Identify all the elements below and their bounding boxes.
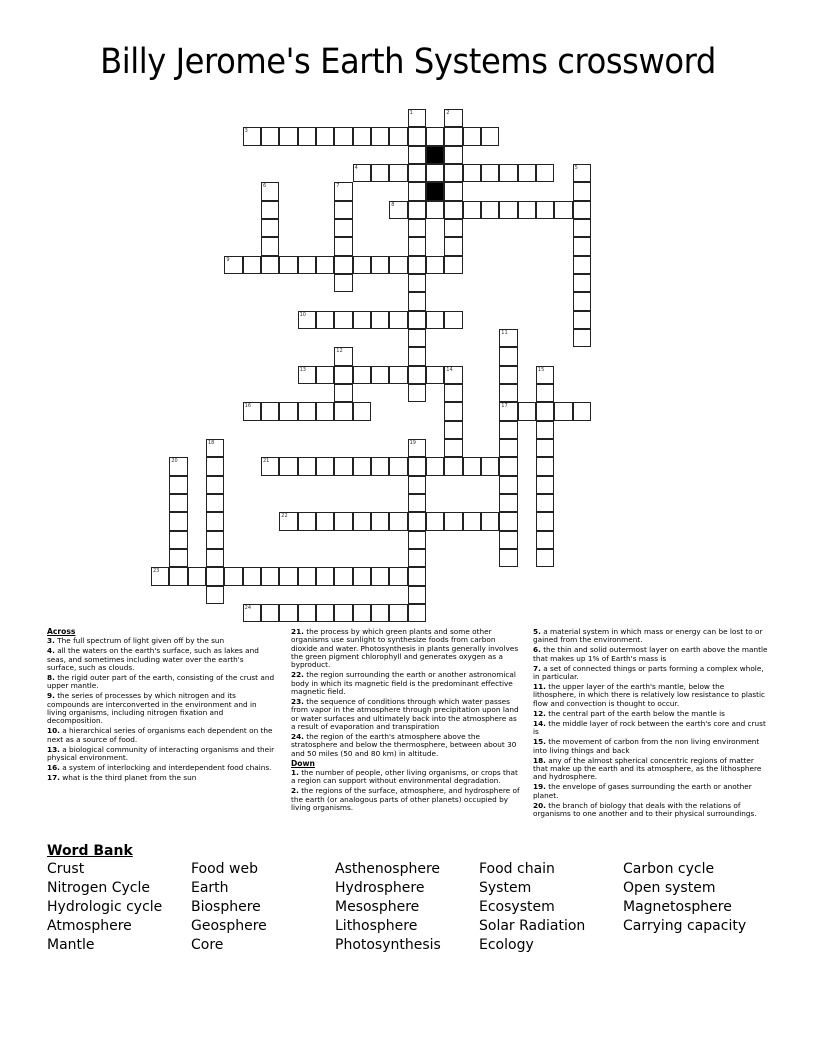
grid-cell[interactable] <box>224 567 242 585</box>
word-bank-item: Ecology <box>479 937 534 953</box>
grid-cell[interactable] <box>169 512 187 530</box>
grid-cell[interactable] <box>481 201 499 219</box>
grid-cell[interactable] <box>408 586 426 604</box>
grid-cell[interactable] <box>518 164 536 182</box>
grid-cell[interactable] <box>499 512 517 530</box>
page-title: Billy Jerome's Earth Systems crossword <box>100 42 716 82</box>
grid-cell[interactable] <box>334 219 352 237</box>
grid-cell[interactable] <box>206 567 224 585</box>
clue-across-10: 10. a hierarchical series of organisms each dependent on the next as a source of food. <box>47 726 273 744</box>
clues-column-2 <box>291 628 523 814</box>
grid-cell[interactable] <box>334 182 352 200</box>
grid-cell[interactable] <box>444 182 462 200</box>
grid-cell[interactable] <box>389 127 407 145</box>
grid-cell[interactable] <box>536 531 554 549</box>
grid-cell[interactable] <box>206 549 224 567</box>
word-bank-item: Biosphere <box>191 899 261 915</box>
grid-cell[interactable] <box>444 201 462 219</box>
word-bank <box>47 843 787 955</box>
grid-cell[interactable] <box>261 567 279 585</box>
clue-across-16: 16. a system of interlocking and interdependent food chains. <box>47 763 272 773</box>
grid-cell[interactable] <box>536 512 554 530</box>
grid-cell[interactable] <box>353 256 371 274</box>
word-bank-item: Hydrologic cycle <box>47 899 163 915</box>
word-bank-title: Word Bank <box>47 843 133 859</box>
grid-cell[interactable] <box>371 604 389 622</box>
grid-cell[interactable] <box>536 402 554 420</box>
grid-cell[interactable] <box>371 127 389 145</box>
word-bank-item: Earth <box>191 880 229 896</box>
clue-number: 20 <box>171 458 178 465</box>
clue-number: 9 <box>226 256 230 263</box>
grid-cell[interactable] <box>426 512 444 530</box>
grid-cell[interactable] <box>334 256 352 274</box>
grid-cell[interactable] <box>298 127 316 145</box>
grid-cell[interactable] <box>353 127 371 145</box>
word-bank-item: Carrying capacity <box>623 918 747 934</box>
grid-cell[interactable] <box>573 274 591 292</box>
clue-across-9: 9. the series of processes by which nitrogen and its compounds are interconverted in the environment and in living organisms, including nitrogen fixation and decomposition. <box>47 691 257 726</box>
grid-cell[interactable] <box>334 402 352 420</box>
clue-number: 22 <box>281 513 288 520</box>
grid-cell[interactable] <box>499 457 517 475</box>
grid-cell[interactable] <box>499 384 517 402</box>
clue-number: 3 <box>244 128 248 135</box>
grid-cell[interactable] <box>499 402 517 420</box>
grid-cell[interactable] <box>389 311 407 329</box>
clues-column-1 <box>47 628 275 784</box>
grid-cell[interactable] <box>408 347 426 365</box>
clue-number: 8 <box>391 201 395 208</box>
grid-cell[interactable] <box>389 164 407 182</box>
clue-number: 17 <box>501 403 508 410</box>
grid-cell[interactable] <box>389 567 407 585</box>
grid-cell[interactable] <box>408 201 426 219</box>
down-heading: Down <box>291 758 315 768</box>
grid-cell[interactable] <box>463 127 481 145</box>
grid-cell[interactable] <box>298 457 316 475</box>
grid-cell[interactable] <box>389 201 407 219</box>
grid-cell[interactable] <box>499 476 517 494</box>
grid-cell[interactable] <box>463 512 481 530</box>
clue-number: 15 <box>537 366 545 373</box>
word-bank-item: Mantle <box>47 937 95 953</box>
grid-cell[interactable] <box>334 127 352 145</box>
clue-down-1: 1. the number of people, other living organisms, or crops that a region can support without environmental degradation. <box>291 767 518 786</box>
grid-cell[interactable] <box>169 494 187 512</box>
word-bank-item: System <box>479 880 532 896</box>
across-heading: Across <box>47 627 76 636</box>
clue-number: 23 <box>153 568 160 575</box>
grid-cell[interactable] <box>334 366 352 384</box>
grid-cell[interactable] <box>389 256 407 274</box>
grid-cell[interactable] <box>499 494 517 512</box>
grid-cell[interactable] <box>408 366 426 384</box>
word-bank-item: Asthenosphere <box>335 861 441 877</box>
grid-cell[interactable] <box>536 384 554 402</box>
grid-cell[interactable] <box>573 201 591 219</box>
grid-cell[interactable] <box>408 531 426 549</box>
grid-cell[interactable] <box>408 127 426 145</box>
grid-cell[interactable] <box>536 439 554 457</box>
grid-cell[interactable] <box>353 164 371 182</box>
grid-cell[interactable] <box>426 256 444 274</box>
grid-cell[interactable] <box>334 347 352 365</box>
grid-cell[interactable] <box>353 604 371 622</box>
clue-number: 13 <box>299 366 306 373</box>
grid-cell[interactable] <box>316 127 334 145</box>
clue-across-17: 17. what is the third planet from the sun <box>47 773 197 783</box>
grid-cell[interactable] <box>206 476 224 494</box>
clue-down-2: 2. the regions of the surface, atmosphere, and hydrosphere of the earth (or analogous parts of other planets) occupied by living organisms. <box>291 786 520 812</box>
grid-cell[interactable] <box>389 604 407 622</box>
word-bank-item: Solar Radiation <box>479 918 586 934</box>
grid-cell[interactable] <box>481 164 499 182</box>
grid-cell[interactable] <box>536 494 554 512</box>
grid-cell[interactable] <box>353 311 371 329</box>
grid-cell[interactable] <box>499 347 517 365</box>
grid-cell[interactable] <box>371 311 389 329</box>
grid-cell[interactable] <box>206 494 224 512</box>
grid-cell[interactable] <box>353 567 371 585</box>
grid-cell[interactable] <box>169 567 187 585</box>
grid-cell[interactable] <box>298 604 316 622</box>
grid-cell[interactable] <box>408 146 426 164</box>
clue-number: 18 <box>207 439 215 446</box>
clue-number: 21 <box>262 458 270 465</box>
clue-number: 6 <box>262 183 267 190</box>
word-bank-item: Lithosphere <box>335 918 418 934</box>
grid-cell[interactable] <box>408 274 426 292</box>
clue-down-20: 20. the branch of biology that deals with the relations of organisms to one another and to their physical surroundings. <box>533 800 757 819</box>
grid-cell[interactable] <box>298 366 316 384</box>
clue-across-4: 4. all the waters on the earth's surface, such as lakes and seas, and sometimes including water over the earth's surface, such as clouds. <box>47 646 259 672</box>
grid-cell[interactable] <box>444 311 462 329</box>
clue-number: 4 <box>354 164 358 171</box>
grid-cell[interactable] <box>371 256 389 274</box>
grid-cell[interactable] <box>554 201 572 219</box>
grid-cell[interactable] <box>481 127 499 145</box>
grid-cell[interactable] <box>243 127 261 145</box>
grid-cell[interactable] <box>298 311 316 329</box>
clue-down-18: 18. any of the almost spherical concentric regions of matter that make up the earth and its atmosphere, as the lithosphere and hydrosphere. <box>533 755 762 782</box>
grid-cell[interactable] <box>408 476 426 494</box>
grid-cell[interactable] <box>408 237 426 255</box>
grid-cell[interactable] <box>444 384 462 402</box>
grid-cell[interactable] <box>408 311 426 329</box>
grid-cell[interactable] <box>408 494 426 512</box>
grid-cell[interactable] <box>206 457 224 475</box>
grid-cell[interactable] <box>408 512 426 530</box>
grid-cell[interactable] <box>426 366 444 384</box>
grid-cell[interactable] <box>353 402 371 420</box>
grid-cell[interactable] <box>518 201 536 219</box>
grid-cell[interactable] <box>573 182 591 200</box>
clue-across-3: 3. The full spectrum of light given off by the sun <box>47 636 225 646</box>
clue-number: 14 <box>446 366 453 373</box>
word-bank-item: Hydrosphere <box>335 880 425 896</box>
grid-cell[interactable] <box>481 457 499 475</box>
grid-cell[interactable] <box>554 402 572 420</box>
grid-cell[interactable] <box>444 146 462 164</box>
grid-cell[interactable] <box>408 439 426 457</box>
grid-cell[interactable] <box>536 421 554 439</box>
clue-number: 2 <box>446 110 450 116</box>
grid-cell[interactable] <box>261 256 279 274</box>
grid-cell[interactable] <box>279 512 297 530</box>
grid-cell[interactable] <box>536 164 554 182</box>
grid-cell[interactable] <box>444 109 462 127</box>
clue-across-23: 23. the sequence of conditions through which water passes from vapor in the atmosphere through precipitation upon land or water surfaces and ultimately back into the atmosphere as a result of evaporation and transpiration <box>291 696 519 731</box>
clue-down-7: 7. a set of connected things or parts forming a complex whole, in particular. <box>533 663 764 682</box>
clue-across-21: 21. the process by which green plants and some other organisms use sunlight to synthesize foods from carbon dioxide and water. Photosynthesis in plants generally involves the green pigment chlorophyll and generates oxygen as a byproduct. <box>291 627 519 670</box>
grid-cell[interactable] <box>261 457 279 475</box>
grid-cell[interactable] <box>573 292 591 310</box>
grid-cell[interactable] <box>334 384 352 402</box>
clue-down-5: 5. a material system in which mass or energy can be lost to or gained from the environment. <box>533 627 763 645</box>
word-bank-item: Open system <box>623 880 716 896</box>
word-bank-list <box>47 860 787 955</box>
grid-cell[interactable] <box>463 201 481 219</box>
grid-cell[interactable] <box>499 201 517 219</box>
clue-across-24: 24. the region of the earth's atmosphere above the stratosphere and below the thermosphere, between about 30 and 50 miles (50 and 80 km) in altitude. <box>291 731 517 758</box>
grid-cell[interactable] <box>408 329 426 347</box>
grid-cell[interactable] <box>426 311 444 329</box>
grid-cell[interactable] <box>444 237 462 255</box>
word-bank-item: Crust <box>47 861 85 877</box>
grid-cell[interactable] <box>463 164 481 182</box>
black-cell <box>426 146 444 164</box>
grid-cell[interactable] <box>206 586 224 604</box>
word-bank-item: Nitrogen Cycle <box>47 880 150 896</box>
grid-cell[interactable] <box>334 604 352 622</box>
grid-cell[interactable] <box>316 256 334 274</box>
clue-number: 24 <box>244 604 252 611</box>
word-bank-item: Food web <box>191 861 258 877</box>
grid-cell[interactable] <box>426 164 444 182</box>
grid-cell[interactable] <box>206 512 224 530</box>
grid-cell[interactable] <box>261 201 279 219</box>
grid-cell[interactable] <box>334 512 352 530</box>
grid-cell[interactable] <box>389 512 407 530</box>
grid-cell[interactable] <box>444 127 462 145</box>
grid-cell[interactable] <box>279 256 297 274</box>
clue-down-15: 15. the movement of carbon from the non living environment into living things and back <box>533 737 760 755</box>
grid-cell[interactable] <box>243 256 261 274</box>
grid-cell[interactable] <box>298 256 316 274</box>
grid-cell[interactable] <box>334 274 352 292</box>
grid-cell[interactable] <box>408 219 426 237</box>
grid-cell[interactable] <box>444 366 462 384</box>
clue-number: 1 <box>409 110 413 116</box>
grid-cell[interactable] <box>334 237 352 255</box>
grid-cell[interactable] <box>279 604 297 622</box>
clues-column-3 <box>533 628 769 820</box>
grid-cell[interactable] <box>408 567 426 585</box>
grid-cell[interactable] <box>261 127 279 145</box>
grid-cell[interactable] <box>536 457 554 475</box>
grid-cell[interactable] <box>353 366 371 384</box>
grid-cell[interactable] <box>499 549 517 567</box>
black-cell <box>426 182 444 200</box>
grid-cell[interactable] <box>371 457 389 475</box>
grid-cell[interactable] <box>426 201 444 219</box>
grid-cell[interactable] <box>279 127 297 145</box>
clue-down-6: 6. the thin and solid outermost layer on earth above the mantle that makes up 1% of Earth's mass is <box>533 645 768 663</box>
grid-cell[interactable] <box>444 439 462 457</box>
clue-number: 7 <box>336 183 340 190</box>
grid-cell[interactable] <box>481 512 499 530</box>
clue-across-13: 13. a biological community of interacting organisms and their physical environment. <box>47 744 275 763</box>
grid-cell[interactable] <box>408 256 426 274</box>
word-bank-item: Atmosphere <box>47 918 132 934</box>
grid-cell[interactable] <box>334 567 352 585</box>
grid-cell[interactable] <box>573 164 591 182</box>
grid-cell[interactable] <box>334 457 352 475</box>
clue-number: 11 <box>501 329 508 336</box>
grid-cell[interactable] <box>224 256 242 274</box>
grid-cell[interactable] <box>408 457 426 475</box>
grid-cell[interactable] <box>151 567 169 585</box>
clue-number: 5 <box>574 164 578 171</box>
grid-cell[interactable] <box>169 531 187 549</box>
grid-cell[interactable] <box>499 329 517 347</box>
grid-cell[interactable] <box>408 604 426 622</box>
grid-cell[interactable] <box>316 402 334 420</box>
grid-cell[interactable] <box>444 164 462 182</box>
grid-cell[interactable] <box>353 457 371 475</box>
grid-cell[interactable] <box>518 402 536 420</box>
grid-cell[interactable] <box>261 402 279 420</box>
grid-cell[interactable] <box>316 366 334 384</box>
grid-cell[interactable] <box>444 402 462 420</box>
grid-cell[interactable] <box>316 604 334 622</box>
grid-cell[interactable] <box>316 311 334 329</box>
clue-number: 12 <box>336 348 343 355</box>
clue-number: 10 <box>299 311 306 318</box>
grid-cell[interactable] <box>426 127 444 145</box>
grid-cell[interactable] <box>261 237 279 255</box>
grid-cell[interactable] <box>499 439 517 457</box>
grid-cell[interactable] <box>573 237 591 255</box>
grid-cell[interactable] <box>279 457 297 475</box>
word-bank-item: Food chain <box>479 861 555 877</box>
grid-cell[interactable] <box>389 457 407 475</box>
clue-down-19: 19. the envelope of gases surrounding the earth or another planet. <box>533 782 752 800</box>
grid-cell[interactable] <box>243 604 261 622</box>
grid-cell[interactable] <box>279 402 297 420</box>
grid-cell[interactable] <box>371 512 389 530</box>
clue-across-22: 22. the region surrounding the earth or another astronomical body in which its magnetic field is the predominant effective magnetic field. <box>291 670 516 696</box>
grid-cell[interactable] <box>573 256 591 274</box>
grid-cell[interactable] <box>206 439 224 457</box>
grid-cell[interactable] <box>169 476 187 494</box>
grid-cell[interactable] <box>334 311 352 329</box>
clue-down-11: 11. the upper layer of the earth's mantle, below the lithosphere, in which there is relatively low resistance to plastic flow and convection is thought to occur. <box>533 682 766 708</box>
word-bank-item: Magnetosphere <box>623 899 732 915</box>
word-bank-item: Photosynthesis <box>335 937 441 953</box>
word-bank-item: Geosphere <box>191 918 267 934</box>
grid-cell[interactable] <box>316 567 334 585</box>
clue-down-14: 14. the middle layer of rock between the earth's core and crust is <box>533 718 766 737</box>
grid-cell[interactable] <box>316 512 334 530</box>
word-bank-item: Core <box>191 937 224 953</box>
grid-cell[interactable] <box>536 366 554 384</box>
word-bank-item: Ecosystem <box>479 899 555 915</box>
grid-cell[interactable] <box>298 402 316 420</box>
grid-cell[interactable] <box>334 201 352 219</box>
grid-cell[interactable] <box>353 512 371 530</box>
grid-cell[interactable] <box>536 476 554 494</box>
grid-cell[interactable] <box>298 512 316 530</box>
grid-cell[interactable] <box>243 567 261 585</box>
grid-cell[interactable] <box>426 457 444 475</box>
grid-cell[interactable] <box>408 164 426 182</box>
grid-cell[interactable] <box>316 457 334 475</box>
grid-cell[interactable] <box>444 457 462 475</box>
grid-cell[interactable] <box>499 531 517 549</box>
grid-cell[interactable] <box>389 366 407 384</box>
grid-cell[interactable] <box>444 421 462 439</box>
word-bank-item: Mesosphere <box>335 899 420 915</box>
word-bank-item: Carbon cycle <box>623 861 715 877</box>
grid-cell[interactable] <box>206 531 224 549</box>
grid-cell[interactable] <box>371 164 389 182</box>
grid-cell[interactable] <box>499 421 517 439</box>
grid-cell[interactable] <box>463 457 481 475</box>
grid-cell[interactable] <box>573 219 591 237</box>
grid-cell[interactable] <box>261 604 279 622</box>
grid-cell[interactable] <box>371 366 389 384</box>
grid-cell[interactable] <box>536 201 554 219</box>
grid-cell[interactable] <box>298 567 316 585</box>
grid-cell[interactable] <box>499 366 517 384</box>
grid-cell[interactable] <box>261 219 279 237</box>
clue-down-12: 12. the central part of the earth below the mantle is <box>533 708 725 718</box>
grid-cell[interactable] <box>408 109 426 127</box>
clue-across-8: 8. the rigid outer part of the earth, consisting of the crust and upper mantle. <box>47 673 275 691</box>
grid-cell[interactable] <box>573 402 591 420</box>
grid-cell[interactable] <box>499 164 517 182</box>
clue-number: 19 <box>409 439 416 446</box>
grid-cell[interactable] <box>243 402 261 420</box>
grid-cell[interactable] <box>408 292 426 310</box>
grid-cell[interactable] <box>573 329 591 347</box>
grid-cell[interactable] <box>536 549 554 567</box>
grid-cell[interactable] <box>188 567 206 585</box>
grid-cell[interactable] <box>408 182 426 200</box>
clue-number: 16 <box>244 403 252 410</box>
grid-cell[interactable] <box>371 567 389 585</box>
grid-cell[interactable] <box>444 256 462 274</box>
grid-cell[interactable] <box>408 384 426 402</box>
grid-cell[interactable] <box>261 182 279 200</box>
grid-cell[interactable] <box>169 549 187 567</box>
grid-cell[interactable] <box>573 311 591 329</box>
grid-cell[interactable] <box>444 512 462 530</box>
grid-cell[interactable] <box>408 549 426 567</box>
grid-cell[interactable] <box>444 219 462 237</box>
grid-cell[interactable] <box>279 567 297 585</box>
grid-cell[interactable] <box>169 457 187 475</box>
